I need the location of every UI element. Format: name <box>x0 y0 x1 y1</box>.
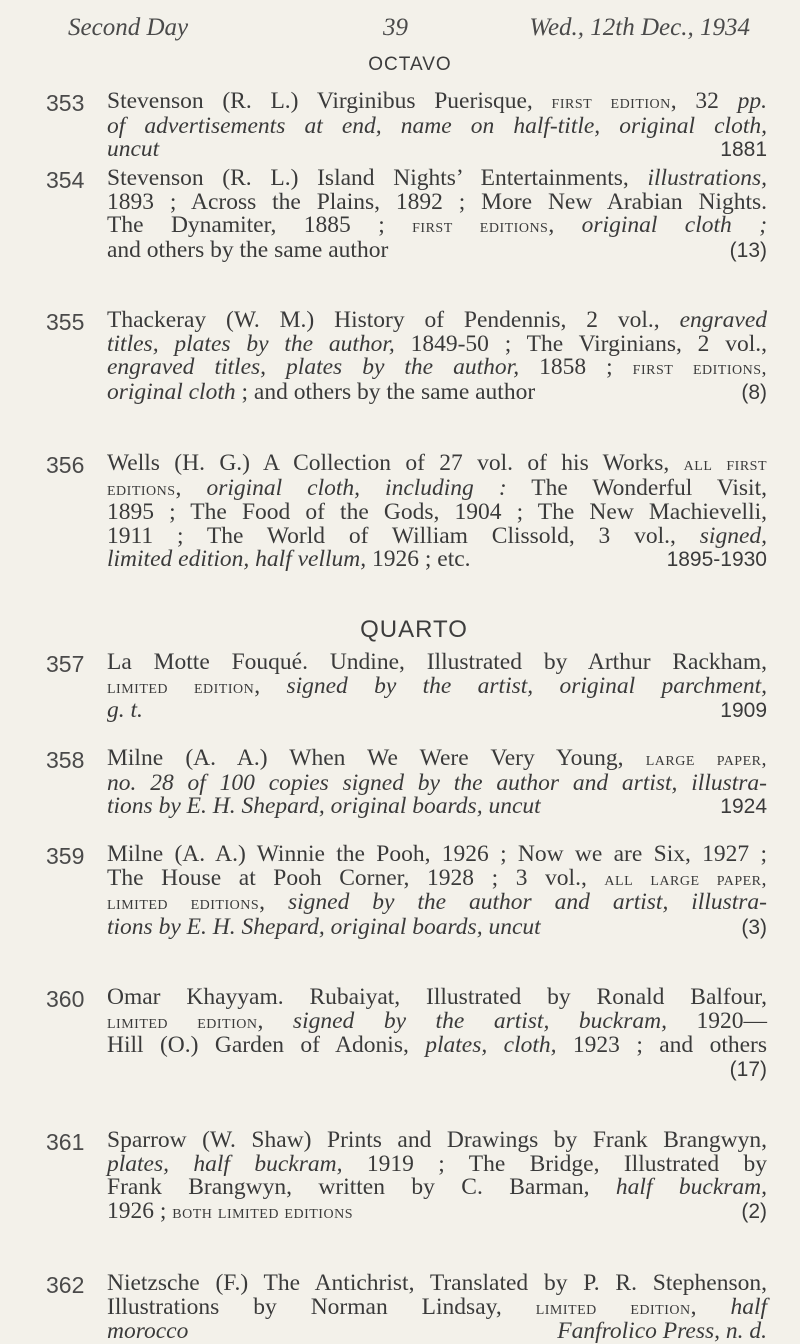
lot-date-or-count: Fanfrolico Press, n. d. <box>557 1318 767 1344</box>
section-heading-quarto: QUARTO <box>360 616 468 643</box>
lot-number: 360 <box>46 986 85 1012</box>
lot-description: Stevenson (R. L.) Island Nights’ Entertainments, illustrations, 1893 ; Across the Plains, 1892 ; More New Arabian Nights. The Dynamiter, 1885 ; first editions, original cloth ; and others by the same author (13) <box>107 165 768 263</box>
lot-description: Omar Khayyam. Rubaiyat, Illustrated by Ronald Balfour, limited edition, signed by the artist, buckram, 1920— Hill (O.) Garden of Adonis, plates, cloth, 1923 ; and others (17) <box>107 984 768 1081</box>
lot-description: Nietzsche (F.) The Antichrist, Translated by P. R. Stephenson, Illustrations by Norman Lindsay, limited edition, half morocco Fanfrolico Press, n. d. <box>107 1270 767 1344</box>
running-header <box>68 14 750 48</box>
lot-date-or-count: (2) <box>741 1199 767 1223</box>
lot-description: La Motte Fouqué. Undine, Illustrated by Arthur Rackham, limited edition, signed by the artist, original parchment, g. t. 1909 <box>107 649 768 723</box>
section-heading-octavo: OCTAVO <box>368 54 452 75</box>
lot-description: Wells (H. G.) A Collection of 27 vol. of his Works, all first editions, original cloth, including : The Wonderful Visit, 1895 ; The Food of the Gods, 1904 ; The New Machievelli, 1911 ; The World of William Clissold, 3 vol., signed, limited edition, half vellum, 1926 ; etc. 1895-1930 <box>107 450 767 572</box>
lot-date-or-count: 1895-1930 <box>666 548 767 571</box>
lot-date-or-count: (3) <box>741 915 767 939</box>
lot-number: 358 <box>46 747 85 773</box>
lot-date-or-count: (8) <box>741 380 767 404</box>
lot-description: Milne (A. A.) When We Were Very Young, large paper, no. 28 of 100 copies signed by the author and artist, illustra- tions by E. H. Shepard, original boards, uncut 1924 <box>107 745 767 819</box>
lot-date-or-count: 1881 <box>720 138 767 161</box>
lot-number: 357 <box>46 651 85 677</box>
lot-number: 362 <box>46 1272 85 1298</box>
lot-description: Stevenson (R. L.) Virginibus Puerisque, first edition, 32 pp. of advertisements at end, name on half-title, original cloth, uncut 1881 <box>107 88 767 162</box>
lot-description: Milne (A. A.) Winnie the Pooh, 1926 ; Now we are Six, 1927 ; The House at Pooh Corner, 1928 ; 3 vol., all large paper, limited editions, signed by the author and artist, illustra- tions by E. H. Shepard, original boards, uncut (3) <box>107 841 767 940</box>
header-day: Second Day <box>68 14 189 41</box>
lot-date-or-count: (13) <box>729 238 767 262</box>
header-date: Wed., 12th Dec., 1934 <box>529 14 750 41</box>
lot-number: 359 <box>46 843 85 869</box>
lot-number: 353 <box>46 90 85 116</box>
lot-description: Sparrow (W. Shaw) Prints and Drawings by Frank Brangwyn, plates, half buckram, 1919 ; The Bridge, Illustrated by Frank Brangwyn, written by C. Barman, half buckram, 1926 ; both limited editions (2) <box>107 1127 768 1224</box>
lot-number: 355 <box>46 309 85 335</box>
lot-number: 356 <box>46 452 85 478</box>
lot-description: Thackeray (W. M.) History of Pendennis, 2 vol., engraved titles, plates by the author, 1849-50 ; The Virginians, 2 vol., engraved titles, plates by the author, 1858 ; first editions, original cloth ; and others by the same author (8) <box>107 307 767 405</box>
lot-date-or-count: (17) <box>729 1057 767 1081</box>
lot-number: 361 <box>46 1129 85 1155</box>
page-number: 39 <box>383 14 408 41</box>
lot-date-or-count: 1924 <box>720 795 767 818</box>
lot-number: 354 <box>46 167 85 193</box>
lot-date-or-count: 1909 <box>720 699 767 722</box>
